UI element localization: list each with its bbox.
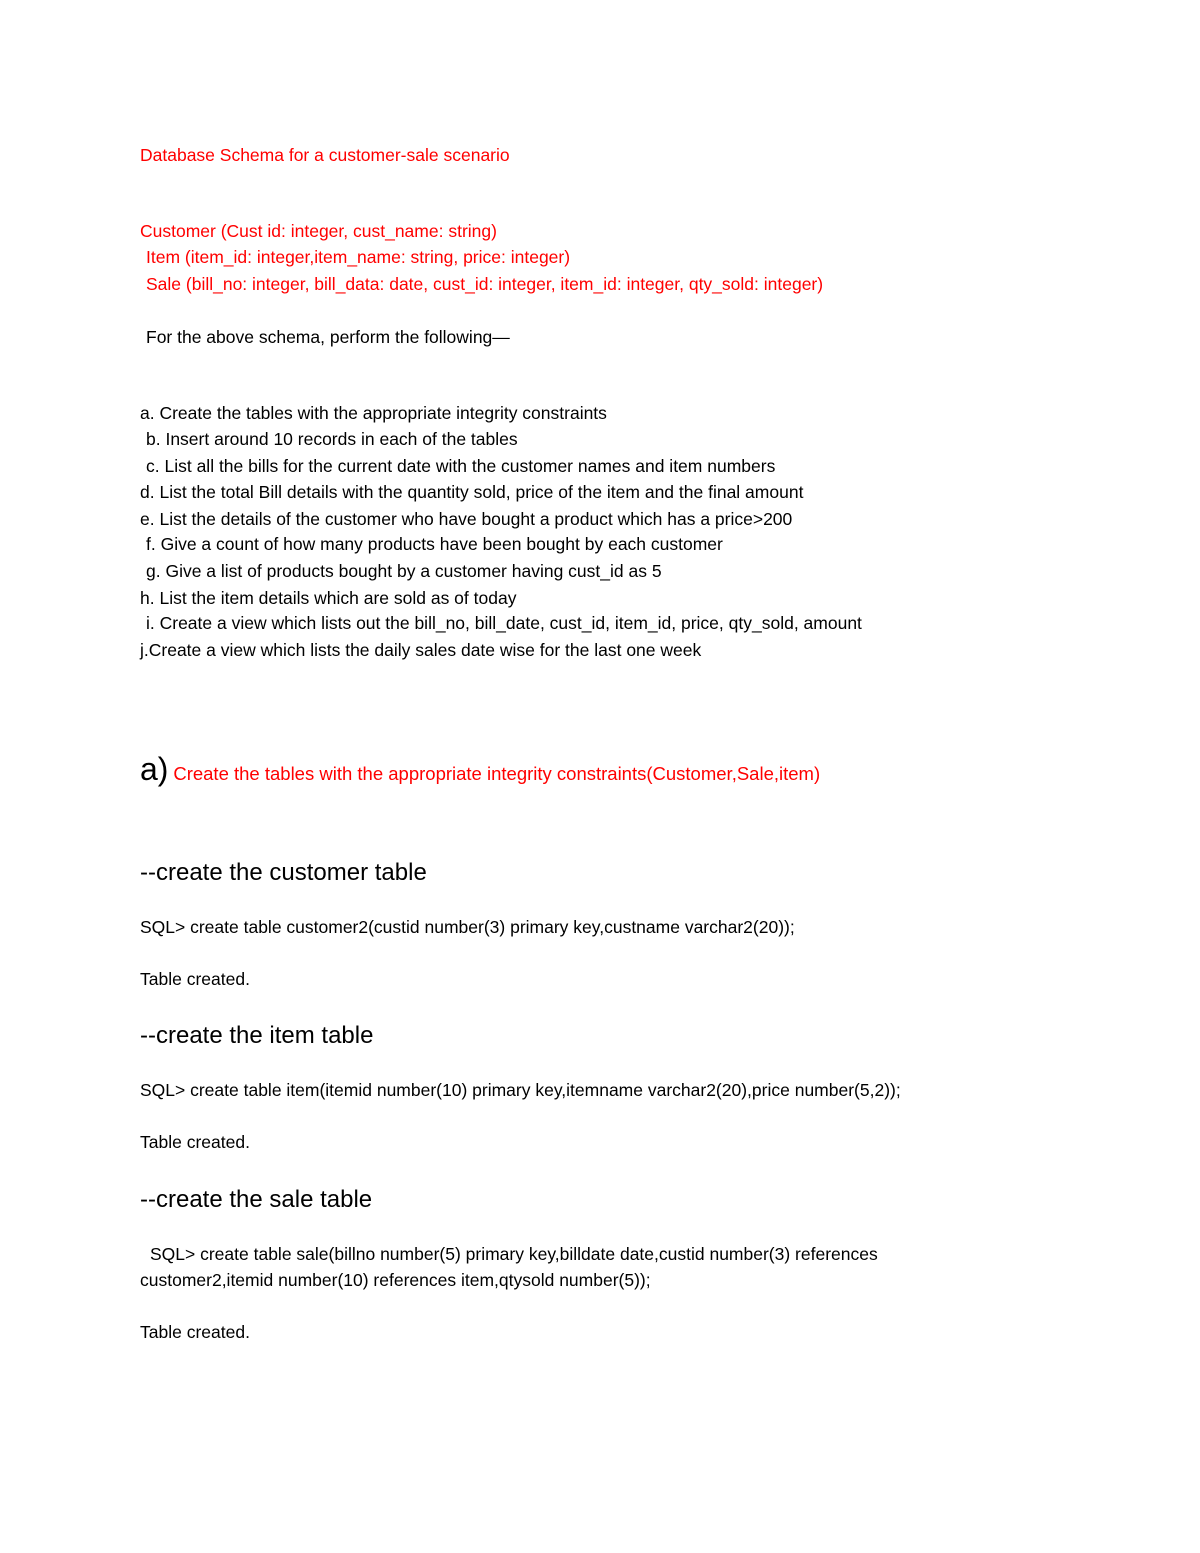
- task-item: d. List the total Bill details with the quantity sold, price of the item and the final amount: [140, 482, 804, 502]
- answer-a-heading: [140, 750, 820, 788]
- sql-statement: SQL> create table sale(billno number(5) primary key,billdate date,custid number(3) references: [150, 1244, 878, 1264]
- sql-result: Table created.: [140, 969, 250, 989]
- schema-sale: Sale (bill_no: integer, bill_data: date, cust_id: integer, item_id: integer, qty_sold: integer): [146, 274, 824, 294]
- intro-text: For the above schema, perform the following—: [146, 327, 510, 347]
- section-heading: --create the sale table: [140, 1186, 373, 1213]
- task-item: g. Give a list of products bought by a customer having cust_id as 5: [146, 561, 662, 581]
- task-item: h. List the item details which are sold as of today: [140, 588, 517, 608]
- schema-customer: Customer (Cust id: integer, cust_name: string): [140, 221, 497, 241]
- sql-result: Table created.: [140, 1132, 250, 1152]
- task-item: c. List all the bills for the current date with the customer names and item numbers: [146, 456, 776, 476]
- schema-item: Item (item_id: integer,item_name: string, price: integer): [146, 247, 571, 267]
- task-item: e. List the details of the customer who have bought a product which has a price>200: [140, 509, 793, 529]
- sql-statement-continued: customer2,itemid number(10) references item,qtysold number(5));: [140, 1270, 651, 1290]
- sql-result: Table created.: [140, 1322, 250, 1342]
- task-item: j.Create a view which lists the daily sales date wise for the last one week: [140, 640, 702, 660]
- task-item: b. Insert around 10 records in each of the tables: [146, 429, 518, 449]
- sql-statement: SQL> create table item(itemid number(10) primary key,itemname varchar2(20),price number(5,2));: [140, 1080, 901, 1100]
- sql-statement: SQL> create table customer2(custid number(3) primary key,custname varchar2(20));: [140, 917, 795, 937]
- task-item: i. Create a view which lists out the bill_no, bill_date, cust_id, item_id, price, qty_sold, amount: [146, 613, 862, 633]
- answer-a-text: Create the tables with the appropriate integrity constraints(Customer,Sale,item): [173, 763, 821, 784]
- answer-a-marker: a): [140, 751, 169, 787]
- document-title: Database Schema for a customer-sale scenario: [140, 145, 510, 165]
- task-item: f. Give a count of how many products have been bought by each customer: [146, 534, 723, 554]
- section-heading: --create the item table: [140, 1022, 374, 1049]
- task-item: a. Create the tables with the appropriate integrity constraints: [140, 403, 607, 423]
- section-heading: --create the customer table: [140, 859, 427, 886]
